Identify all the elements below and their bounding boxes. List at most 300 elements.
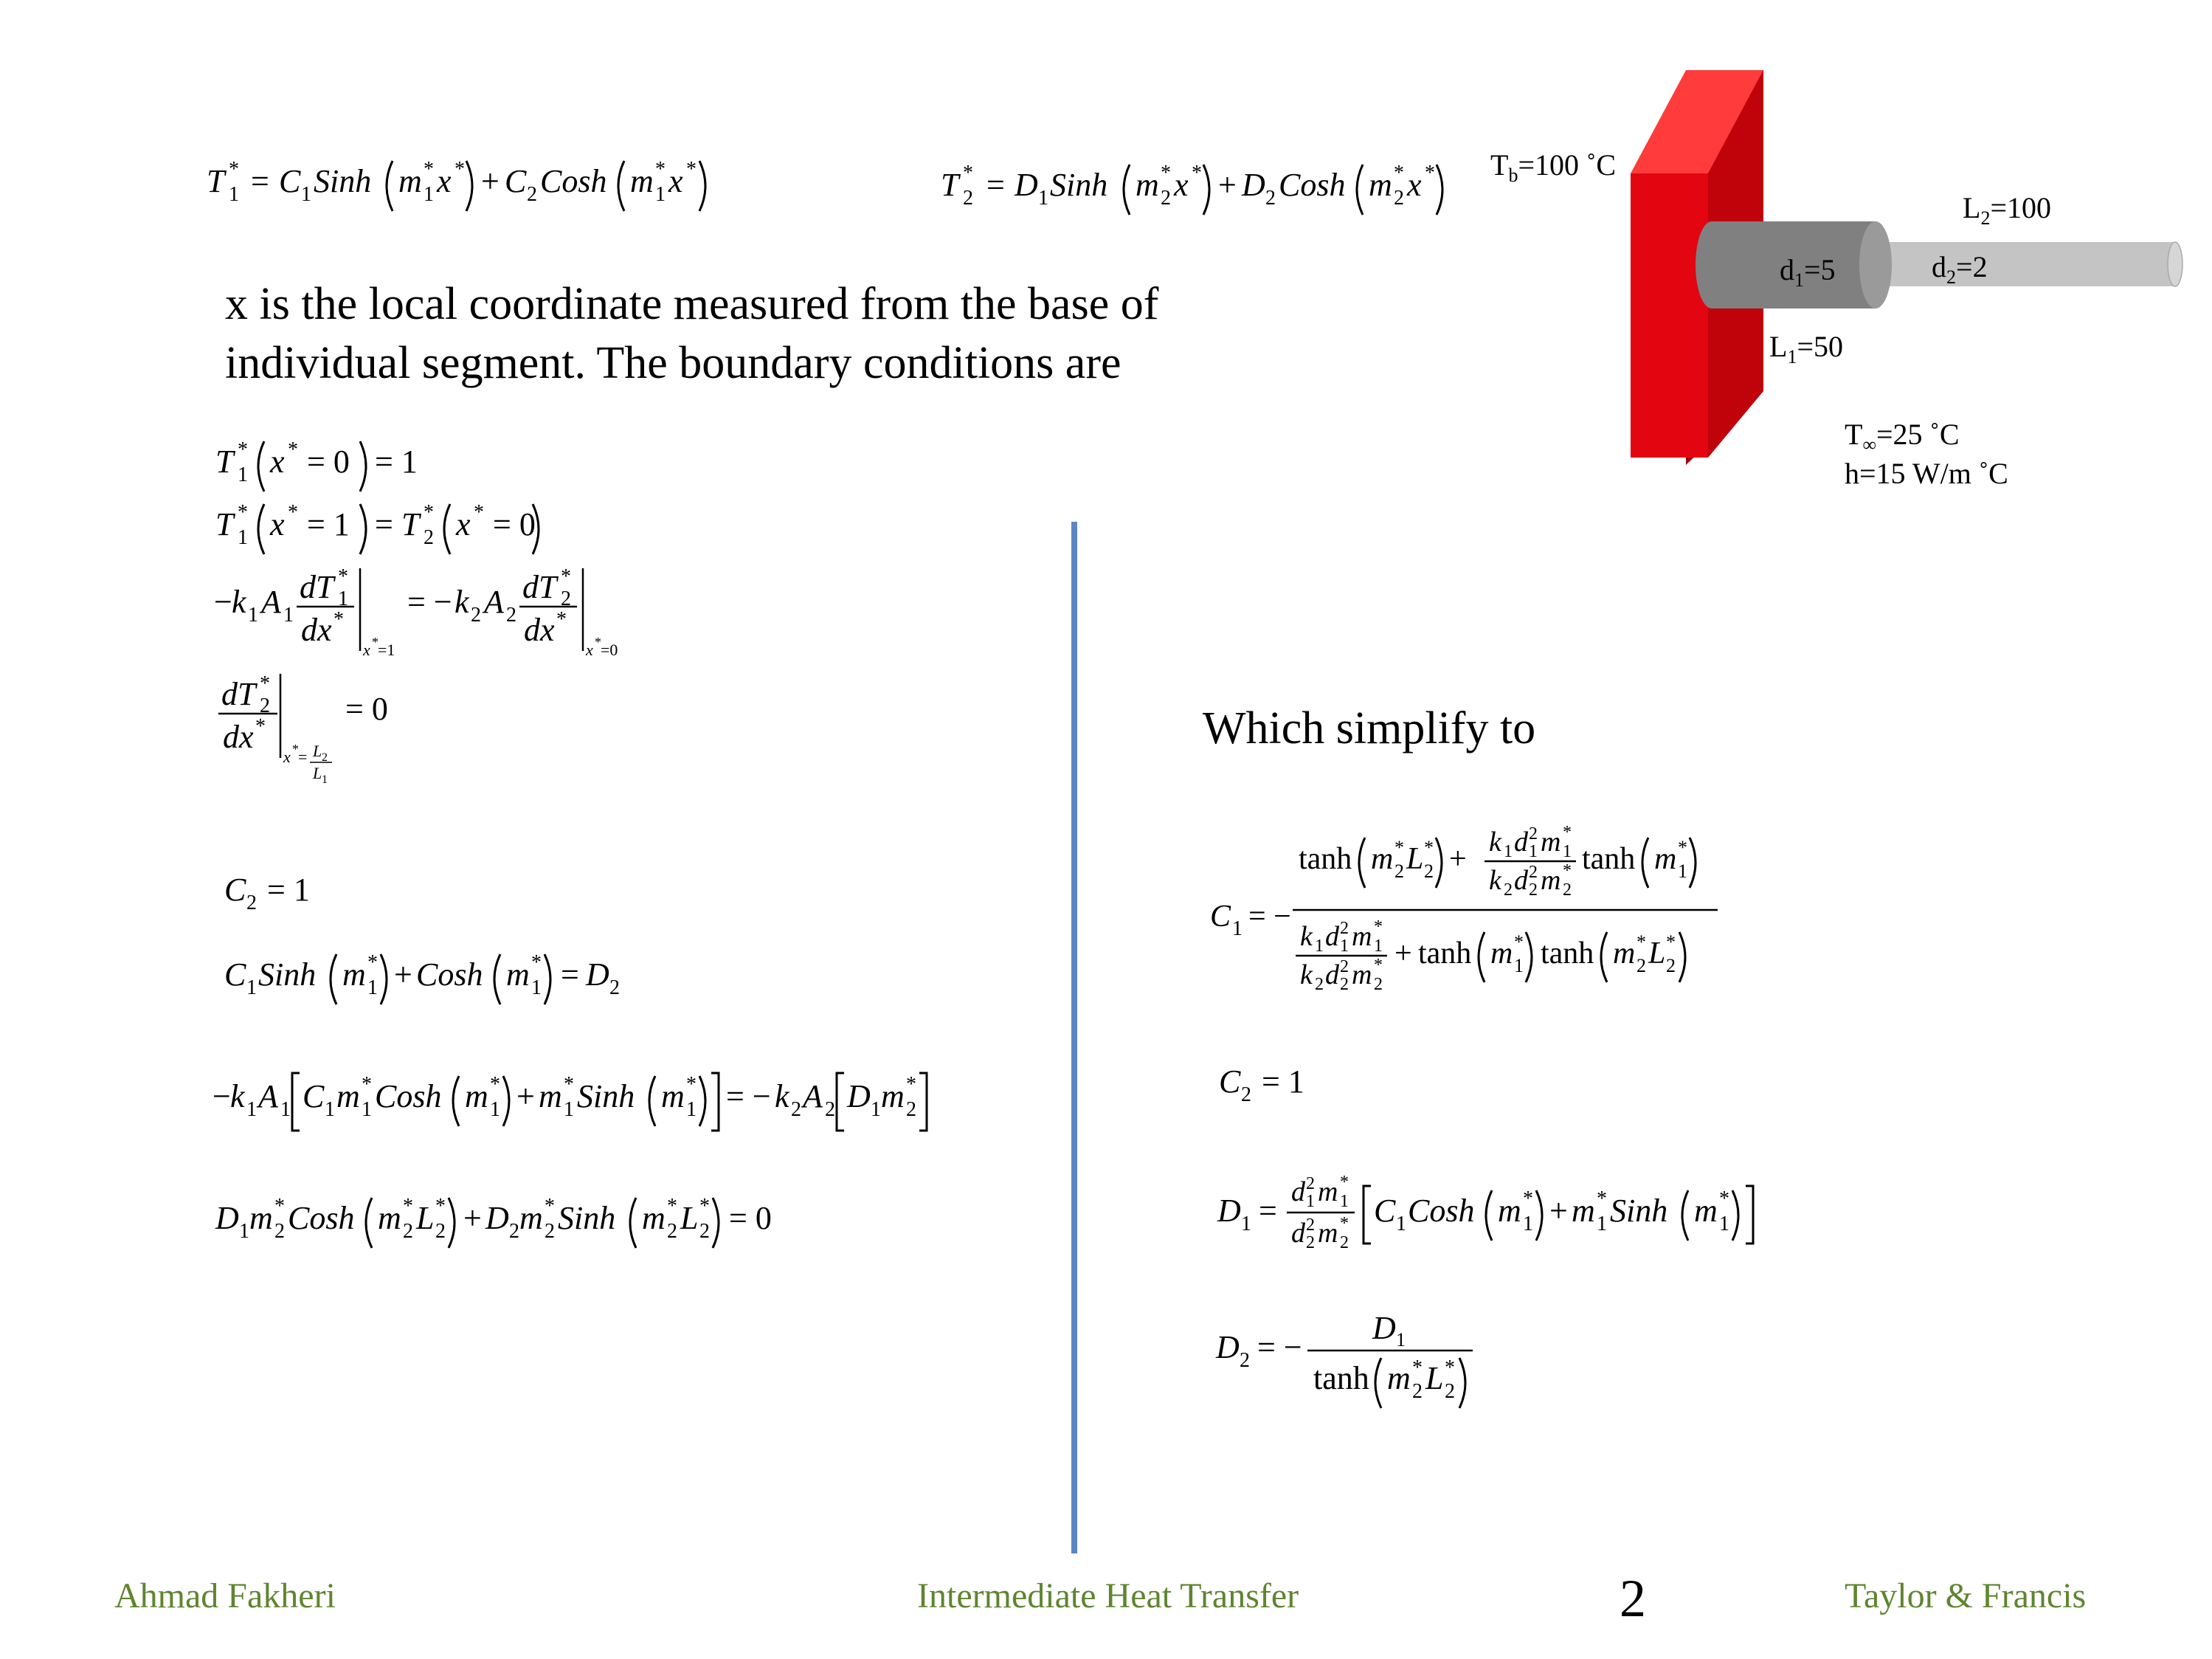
t2-solution-equation bbox=[941, 151, 1450, 224]
svg-text:2: 2 bbox=[1424, 860, 1434, 882]
svg-text:D: D bbox=[1015, 167, 1038, 203]
svg-text:*: * bbox=[1666, 931, 1676, 953]
svg-text:m: m bbox=[661, 1078, 685, 1114]
t1-solution-equation bbox=[207, 148, 708, 220]
svg-text:*: * bbox=[963, 162, 973, 184]
svg-text:1: 1 bbox=[248, 604, 258, 627]
svg-text:k: k bbox=[232, 584, 246, 620]
prose-line-1: x is the local coordinate measured from the base of bbox=[225, 279, 1159, 329]
svg-text:L: L bbox=[1648, 937, 1666, 970]
svg-text:2: 2 bbox=[906, 1098, 916, 1121]
svg-text:A: A bbox=[258, 1078, 278, 1114]
diameter-2-label: $d_2=2$ bbox=[1932, 250, 1988, 288]
svg-text:m: m bbox=[881, 1078, 905, 1114]
svg-text:=: = bbox=[375, 506, 393, 542]
svg-text:1: 1 bbox=[246, 976, 257, 999]
svg-text:*: * bbox=[1425, 162, 1435, 184]
svg-text:2: 2 bbox=[791, 1098, 801, 1121]
svg-text:1: 1 bbox=[362, 1098, 372, 1121]
svg-text:D: D bbox=[1242, 167, 1265, 203]
svg-text:+: + bbox=[516, 1078, 535, 1114]
svg-text:T: T bbox=[941, 167, 959, 203]
svg-text:1: 1 bbox=[490, 1098, 500, 1121]
svg-text:C: C bbox=[224, 956, 246, 993]
svg-text:*: * bbox=[1394, 162, 1404, 184]
svg-text:*: * bbox=[1523, 1187, 1533, 1210]
svg-text:m: m bbox=[642, 1200, 666, 1236]
svg-text:L: L bbox=[1406, 842, 1424, 876]
svg-text:2: 2 bbox=[1161, 187, 1171, 210]
svg-text:2: 2 bbox=[322, 751, 328, 764]
svg-text:Sinh: Sinh bbox=[577, 1078, 635, 1114]
svg-text:1: 1 bbox=[1529, 842, 1538, 861]
svg-text:2: 2 bbox=[424, 526, 434, 549]
svg-text:*: * bbox=[564, 1073, 574, 1096]
svg-text:T: T bbox=[207, 163, 225, 199]
svg-text:2: 2 bbox=[506, 604, 516, 627]
svg-text:dx: dx bbox=[223, 719, 254, 755]
svg-text:2: 2 bbox=[1563, 880, 1572, 900]
svg-text:2: 2 bbox=[1265, 187, 1276, 210]
svg-text:x: x bbox=[270, 444, 285, 480]
svg-text:*: * bbox=[906, 1073, 916, 1096]
svg-text:*: * bbox=[255, 715, 266, 738]
svg-text:2: 2 bbox=[1340, 1233, 1349, 1252]
svg-text:*: * bbox=[667, 1195, 677, 1218]
svg-text:2: 2 bbox=[1666, 955, 1676, 976]
svg-text:*: * bbox=[1394, 837, 1404, 858]
svg-text:T: T bbox=[215, 506, 234, 542]
svg-text:*: * bbox=[1719, 1187, 1729, 1210]
svg-text:d: d bbox=[1291, 1218, 1305, 1249]
svg-text:2: 2 bbox=[1241, 1083, 1251, 1106]
svg-text:C: C bbox=[279, 163, 301, 199]
d2-result-equation bbox=[1216, 1306, 1496, 1415]
svg-text:d: d bbox=[1291, 1176, 1305, 1207]
svg-text:T: T bbox=[215, 444, 234, 480]
svg-text:1: 1 bbox=[424, 183, 434, 206]
svg-text:*: * bbox=[1445, 1356, 1455, 1379]
svg-text:*: * bbox=[292, 742, 299, 756]
svg-text:x: x bbox=[437, 163, 452, 199]
svg-text:2: 2 bbox=[1340, 975, 1349, 994]
svg-text:= 1: = 1 bbox=[375, 444, 418, 480]
svg-text:x: x bbox=[586, 641, 593, 659]
boundary-condition-3 bbox=[214, 561, 642, 670]
svg-text:+: + bbox=[1549, 1193, 1568, 1229]
svg-text:C: C bbox=[1374, 1193, 1396, 1229]
svg-text:2: 2 bbox=[509, 1220, 519, 1243]
svg-text:x: x bbox=[1174, 167, 1189, 203]
svg-text:*: * bbox=[556, 608, 567, 631]
svg-text:m: m bbox=[1352, 959, 1372, 990]
svg-text:x: x bbox=[270, 506, 285, 542]
svg-text:x: x bbox=[283, 748, 291, 766]
svg-text:2: 2 bbox=[1374, 975, 1383, 994]
svg-text:*: * bbox=[1563, 861, 1572, 880]
svg-text:= 0: = 0 bbox=[729, 1200, 772, 1236]
svg-text:*: * bbox=[1678, 837, 1687, 858]
svg-text:k: k bbox=[775, 1078, 789, 1114]
svg-text:L: L bbox=[1425, 1360, 1444, 1396]
svg-text:m: m bbox=[1318, 1176, 1338, 1207]
svg-text:*: * bbox=[260, 672, 270, 695]
svg-text:m: m bbox=[1371, 842, 1394, 876]
svg-text:2: 2 bbox=[1240, 1349, 1250, 1372]
svg-text:k: k bbox=[1300, 921, 1313, 952]
svg-text:1: 1 bbox=[1719, 1213, 1729, 1235]
svg-text:= −: = − bbox=[1248, 900, 1291, 934]
svg-text:k: k bbox=[1489, 827, 1501, 858]
svg-text:m: m bbox=[1369, 167, 1392, 203]
svg-text:D: D bbox=[847, 1078, 871, 1114]
svg-text:1: 1 bbox=[1396, 1213, 1406, 1235]
svg-text:*: * bbox=[338, 565, 348, 588]
svg-text:2: 2 bbox=[1340, 957, 1349, 976]
svg-text:*: * bbox=[1340, 1214, 1349, 1233]
svg-text:1: 1 bbox=[367, 976, 378, 999]
svg-text:1: 1 bbox=[1241, 1213, 1251, 1235]
svg-text:k: k bbox=[230, 1078, 245, 1114]
svg-text:m: m bbox=[1498, 1193, 1521, 1229]
svg-text:dT: dT bbox=[522, 569, 557, 605]
svg-text:2: 2 bbox=[1412, 1380, 1423, 1403]
ambient-temperature-label: $T_\infty=25$ ˚C bbox=[1845, 418, 1960, 455]
svg-text:L: L bbox=[313, 764, 322, 782]
flux-continuity-equation bbox=[212, 1063, 921, 1142]
svg-text:x: x bbox=[668, 163, 683, 199]
svg-text:2: 2 bbox=[1636, 955, 1646, 976]
svg-text:*: * bbox=[531, 951, 542, 974]
svg-text:*: * bbox=[362, 1073, 372, 1096]
svg-text:*: * bbox=[424, 158, 434, 181]
svg-text:= −: = − bbox=[726, 1078, 771, 1114]
simplify-heading: Which simplify to bbox=[1203, 703, 1536, 753]
svg-text:+: + bbox=[394, 956, 412, 993]
svg-text:2: 2 bbox=[1306, 1215, 1315, 1235]
fin-diagram bbox=[1608, 59, 2191, 472]
svg-text:*: * bbox=[545, 1195, 555, 1218]
svg-text:1: 1 bbox=[325, 1098, 335, 1121]
svg-text:2: 2 bbox=[246, 891, 257, 914]
svg-text:= 1: = 1 bbox=[267, 872, 310, 908]
svg-text:*: * bbox=[455, 158, 465, 181]
svg-text:2: 2 bbox=[1315, 975, 1324, 994]
svg-text:2: 2 bbox=[1306, 1174, 1315, 1193]
svg-text:C: C bbox=[303, 1078, 325, 1114]
svg-text:=0: =0 bbox=[601, 641, 618, 659]
svg-text:2: 2 bbox=[403, 1220, 413, 1243]
svg-text:m: m bbox=[1490, 937, 1513, 970]
svg-text:tanh: tanh bbox=[1582, 842, 1636, 876]
svg-text:1: 1 bbox=[322, 773, 328, 786]
svg-text:2: 2 bbox=[1529, 824, 1538, 844]
svg-text:D: D bbox=[1372, 1310, 1396, 1346]
svg-text:dx: dx bbox=[524, 612, 555, 648]
svg-text:2: 2 bbox=[1529, 880, 1538, 900]
svg-text:2: 2 bbox=[545, 1220, 555, 1243]
svg-text:=: = bbox=[986, 167, 1005, 203]
svg-text:m: m bbox=[1352, 921, 1372, 952]
svg-text:*: * bbox=[1412, 1356, 1423, 1379]
svg-text:L: L bbox=[313, 742, 322, 760]
length-1-label: $L_1=50$ bbox=[1769, 330, 1843, 368]
svg-text:A: A bbox=[484, 584, 504, 620]
boundary-condition-4 bbox=[218, 668, 410, 799]
svg-text:m: m bbox=[342, 956, 366, 993]
svg-text:*: * bbox=[288, 501, 298, 524]
svg-text:1: 1 bbox=[1514, 955, 1524, 976]
svg-text:= 0: = 0 bbox=[345, 691, 388, 727]
svg-text:2: 2 bbox=[1529, 863, 1538, 882]
svg-text:= 0: = 0 bbox=[307, 444, 350, 480]
svg-text:*: * bbox=[686, 1073, 697, 1096]
svg-text:1: 1 bbox=[1678, 860, 1687, 882]
svg-text:= −: = − bbox=[407, 584, 452, 620]
prose-line-2: individual segment. The boundary conditions are bbox=[225, 338, 1121, 388]
rod-2 bbox=[1874, 242, 2175, 286]
svg-text:*: * bbox=[274, 1195, 285, 1218]
boundary-condition-1 bbox=[215, 428, 437, 500]
footer-publisher: Taylor & Francis bbox=[1845, 1576, 2087, 1615]
svg-text:m: m bbox=[506, 956, 530, 993]
svg-text:1: 1 bbox=[1563, 842, 1572, 861]
svg-text:*: * bbox=[288, 438, 298, 461]
svg-text:m: m bbox=[1694, 1193, 1718, 1229]
svg-text:*: * bbox=[699, 1195, 710, 1218]
svg-text:*: * bbox=[1340, 1173, 1349, 1192]
length-2-label: $L_2=100$ bbox=[1963, 191, 2051, 229]
svg-text:1: 1 bbox=[338, 587, 348, 610]
svg-text:2: 2 bbox=[527, 183, 537, 206]
svg-text:m: m bbox=[378, 1200, 401, 1236]
svg-text:m: m bbox=[1613, 937, 1636, 970]
svg-text:m: m bbox=[1318, 1218, 1338, 1249]
svg-text:1: 1 bbox=[283, 604, 294, 627]
diameter-1-label: $d_1=5$ bbox=[1780, 253, 1836, 291]
svg-text:2: 2 bbox=[1445, 1380, 1455, 1403]
svg-text:A: A bbox=[261, 584, 281, 620]
svg-text:*: * bbox=[1514, 931, 1524, 953]
svg-text:1: 1 bbox=[531, 976, 542, 999]
svg-text:L: L bbox=[416, 1200, 435, 1236]
svg-text:2: 2 bbox=[1306, 1233, 1315, 1252]
svg-text:*: * bbox=[1424, 837, 1434, 858]
svg-text:1: 1 bbox=[246, 1098, 257, 1121]
svg-text:Sinh: Sinh bbox=[558, 1200, 616, 1236]
svg-text:2: 2 bbox=[667, 1220, 677, 1243]
description-paragraph bbox=[225, 275, 1332, 393]
svg-text:1: 1 bbox=[301, 183, 311, 206]
svg-text:=: = bbox=[1259, 1193, 1277, 1229]
svg-text:*: * bbox=[655, 158, 666, 181]
svg-text:1: 1 bbox=[238, 463, 248, 486]
svg-text:2: 2 bbox=[1340, 919, 1349, 938]
svg-text:+: + bbox=[481, 163, 500, 199]
svg-text:2: 2 bbox=[1394, 860, 1404, 882]
svg-text:1: 1 bbox=[564, 1098, 574, 1121]
svg-text:= 1: = 1 bbox=[1262, 1063, 1304, 1100]
svg-text:*: * bbox=[372, 635, 379, 649]
svg-text:m: m bbox=[1387, 1360, 1411, 1396]
svg-text:d: d bbox=[1325, 921, 1339, 952]
svg-text:m: m bbox=[249, 1200, 273, 1236]
svg-text:m: m bbox=[519, 1200, 543, 1236]
svg-text:1: 1 bbox=[1597, 1213, 1607, 1235]
svg-text:k: k bbox=[455, 584, 469, 620]
svg-text:=: = bbox=[298, 748, 308, 766]
c1-result-equation bbox=[1210, 815, 1741, 1021]
svg-text:*: * bbox=[238, 501, 248, 524]
svg-text:tanh: tanh bbox=[1541, 937, 1594, 970]
svg-text:T: T bbox=[401, 506, 420, 542]
svg-text:x: x bbox=[456, 506, 471, 542]
svg-text:*: * bbox=[490, 1073, 500, 1096]
svg-text:tanh: tanh bbox=[1299, 842, 1352, 876]
svg-text:1: 1 bbox=[280, 1098, 291, 1121]
svg-text:D: D bbox=[215, 1200, 239, 1236]
svg-text:tanh: tanh bbox=[1418, 937, 1472, 970]
svg-text:*: * bbox=[333, 608, 344, 631]
svg-text:1: 1 bbox=[229, 183, 239, 206]
svg-text:m: m bbox=[1541, 865, 1561, 896]
svg-text:*: * bbox=[561, 565, 571, 588]
svg-text:dT: dT bbox=[221, 676, 256, 712]
svg-text:L: L bbox=[680, 1200, 699, 1236]
footer-author: Ahmad Fakheri bbox=[114, 1576, 336, 1615]
svg-text:=: = bbox=[561, 956, 579, 993]
svg-text:m: m bbox=[336, 1078, 360, 1114]
svg-text:2: 2 bbox=[609, 976, 620, 999]
svg-text:*: * bbox=[1563, 823, 1572, 842]
svg-text:m: m bbox=[539, 1078, 562, 1114]
svg-text:Cosh: Cosh bbox=[288, 1200, 355, 1236]
svg-text:−: − bbox=[214, 584, 232, 620]
d1-result-equation bbox=[1217, 1162, 1763, 1272]
svg-text:2: 2 bbox=[825, 1098, 835, 1121]
svg-text:d: d bbox=[1514, 865, 1528, 896]
svg-text:m: m bbox=[398, 163, 422, 199]
svg-text:2: 2 bbox=[699, 1220, 710, 1243]
svg-text:m: m bbox=[465, 1078, 488, 1114]
svg-text:*: * bbox=[238, 438, 248, 461]
c2-equation-right bbox=[1219, 1055, 1337, 1120]
svg-text:+: + bbox=[1449, 842, 1467, 876]
svg-text:m: m bbox=[630, 163, 654, 199]
svg-text:=: = bbox=[251, 163, 269, 199]
svg-text:d: d bbox=[1514, 827, 1528, 858]
svg-text:1: 1 bbox=[686, 1098, 697, 1121]
svg-text:Cosh: Cosh bbox=[540, 163, 607, 199]
svg-text:+: + bbox=[1218, 167, 1237, 203]
svg-text:D: D bbox=[1216, 1329, 1240, 1365]
svg-text:1: 1 bbox=[1340, 937, 1349, 956]
svg-text:tanh: tanh bbox=[1313, 1360, 1369, 1396]
svg-text:m: m bbox=[1136, 167, 1159, 203]
svg-text:2: 2 bbox=[260, 694, 270, 717]
svg-text:2: 2 bbox=[1394, 187, 1404, 210]
svg-text:k: k bbox=[1300, 959, 1313, 990]
svg-text:Cosh: Cosh bbox=[375, 1078, 442, 1114]
svg-text:x: x bbox=[363, 641, 370, 659]
boundary-condition-2 bbox=[215, 491, 540, 563]
svg-text:x: x bbox=[1407, 167, 1422, 203]
svg-text:*: * bbox=[686, 158, 697, 181]
svg-text:Sinh: Sinh bbox=[314, 163, 372, 199]
page-number: 2 bbox=[1620, 1569, 1646, 1628]
svg-text:1: 1 bbox=[871, 1098, 881, 1121]
vertical-divider bbox=[1071, 522, 1077, 1553]
svg-text:Sinh: Sinh bbox=[1610, 1193, 1668, 1229]
svg-text:C: C bbox=[224, 872, 246, 908]
svg-text:*: * bbox=[229, 158, 239, 181]
svg-text:−: − bbox=[212, 1078, 231, 1114]
svg-text:1: 1 bbox=[1232, 917, 1242, 940]
base-temperature-label: $T_b=100$ ˚C bbox=[1490, 148, 1616, 186]
svg-text:Cosh: Cosh bbox=[1279, 167, 1346, 203]
svg-text:1: 1 bbox=[1315, 937, 1324, 956]
svg-text:= −: = − bbox=[1257, 1329, 1302, 1365]
svg-text:k: k bbox=[1489, 865, 1501, 896]
svg-text:2: 2 bbox=[561, 587, 571, 610]
svg-text:dx: dx bbox=[301, 612, 332, 648]
c2-equation-left bbox=[224, 863, 342, 928]
svg-text:+: + bbox=[1394, 937, 1412, 970]
svg-text:C: C bbox=[1219, 1063, 1241, 1100]
svg-text:2: 2 bbox=[963, 187, 973, 210]
svg-text:*: * bbox=[424, 501, 434, 524]
svg-text:1: 1 bbox=[655, 183, 666, 206]
svg-text:dT: dT bbox=[300, 569, 334, 605]
svg-text:2: 2 bbox=[274, 1220, 285, 1243]
footer-course: Intermediate Heat Transfer bbox=[917, 1576, 1299, 1615]
convection-coefficient-label: h=15 W/m ˚C bbox=[1845, 457, 2008, 490]
svg-text:A: A bbox=[803, 1078, 823, 1114]
svg-text:2: 2 bbox=[1504, 880, 1513, 900]
svg-text:1: 1 bbox=[1038, 187, 1048, 210]
svg-text:D: D bbox=[1217, 1193, 1241, 1229]
svg-text:*: * bbox=[367, 951, 378, 974]
svg-text:1: 1 bbox=[238, 526, 248, 549]
svg-text:D: D bbox=[485, 1200, 509, 1236]
svg-text:= 1: = 1 bbox=[307, 506, 350, 542]
wall-front-face bbox=[1631, 173, 1708, 458]
svg-text:*: * bbox=[1374, 917, 1383, 937]
svg-text:= 0: = 0 bbox=[493, 506, 536, 542]
svg-text:m: m bbox=[1541, 827, 1561, 858]
svg-text:*: * bbox=[1161, 162, 1171, 184]
svg-text:*: * bbox=[1192, 162, 1202, 184]
svg-text:Sinh: Sinh bbox=[1050, 167, 1108, 203]
svg-text:1: 1 bbox=[1396, 1329, 1406, 1351]
svg-text:m: m bbox=[1572, 1193, 1595, 1229]
svg-text:1: 1 bbox=[1504, 842, 1513, 861]
svg-text:*: * bbox=[1374, 956, 1383, 975]
svg-text:*: * bbox=[1597, 1187, 1607, 1210]
svg-text:2: 2 bbox=[435, 1220, 446, 1243]
svg-text:C: C bbox=[1210, 900, 1231, 934]
svg-text:1: 1 bbox=[1374, 937, 1383, 956]
d2-continuity-equation bbox=[224, 941, 637, 1013]
svg-text:2: 2 bbox=[471, 604, 481, 627]
svg-text:=1: =1 bbox=[378, 641, 395, 659]
svg-text:+: + bbox=[463, 1200, 482, 1236]
svg-text:Cosh: Cosh bbox=[1408, 1193, 1475, 1229]
svg-text:Sinh: Sinh bbox=[258, 956, 317, 993]
svg-text:Cosh: Cosh bbox=[416, 956, 483, 993]
svg-text:m: m bbox=[1654, 842, 1677, 876]
svg-text:1: 1 bbox=[1523, 1213, 1533, 1235]
